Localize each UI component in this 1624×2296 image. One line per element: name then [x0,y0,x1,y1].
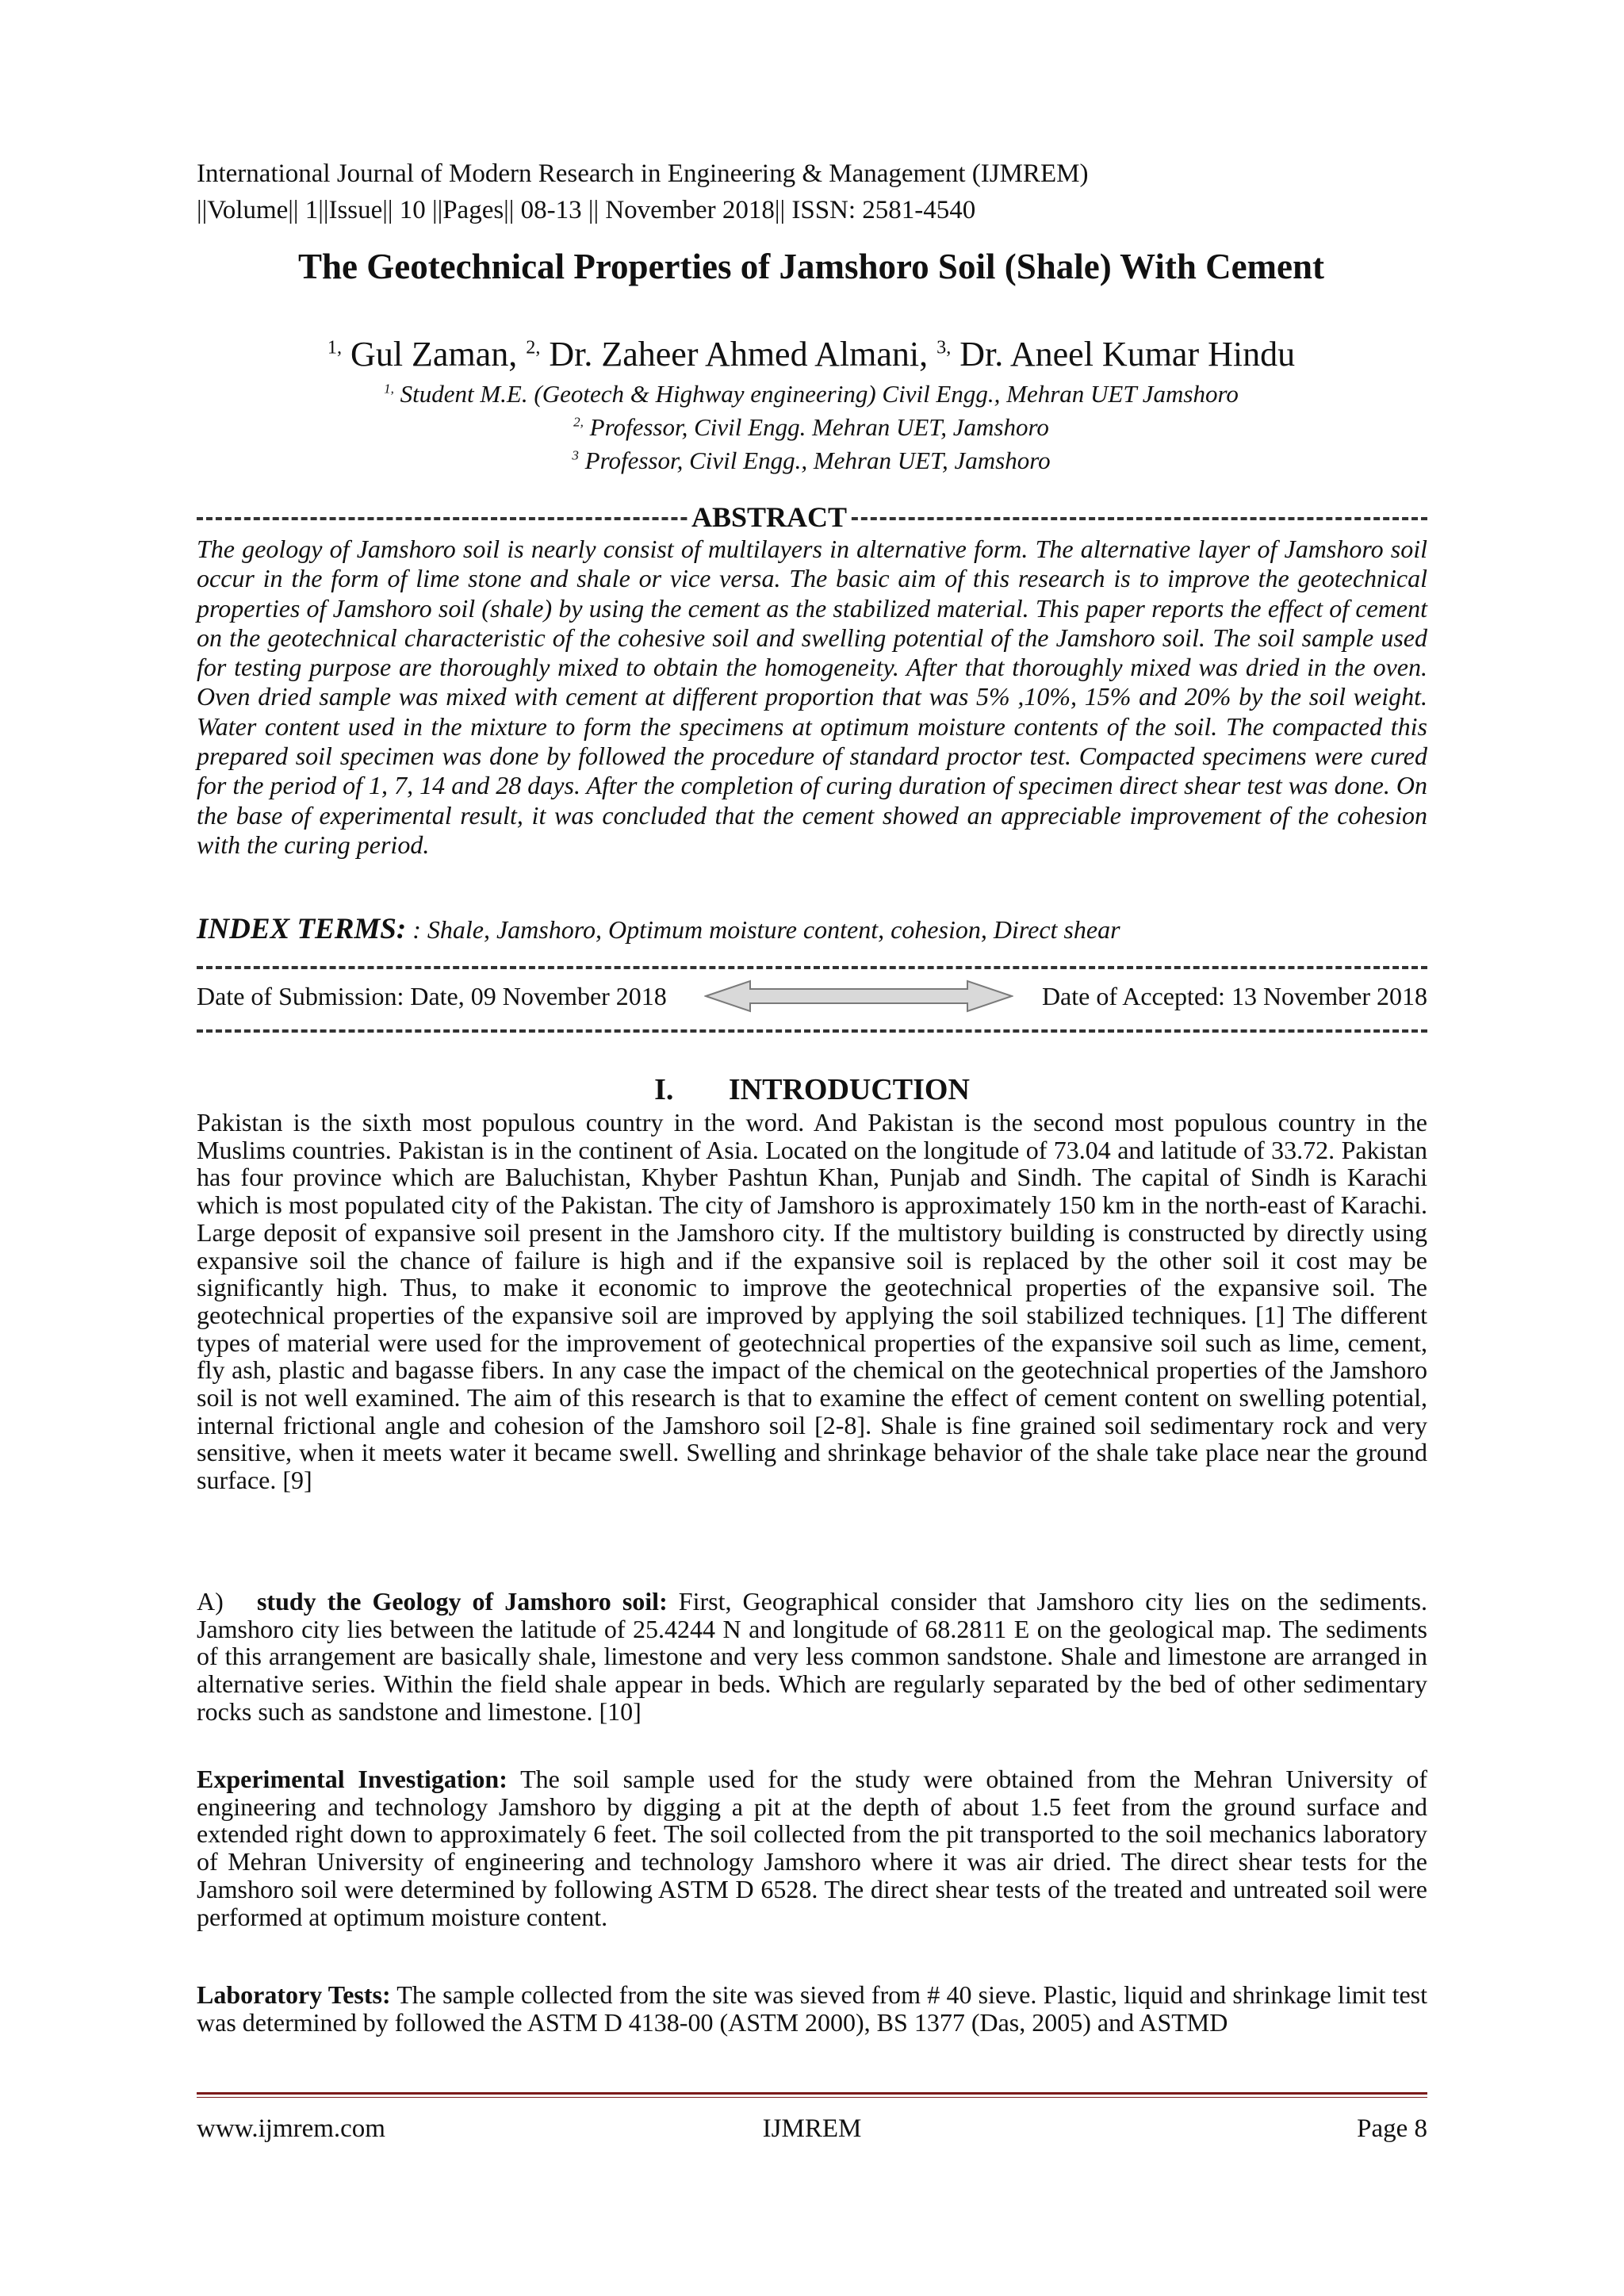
author-name: Gul Zaman, [350,335,518,374]
abstract-text: The geology of Jamshoro soil is nearly consist of multilayers in alternative form. The alternative layer of Jamshoro soil occur in the form of lime stone and shale or vice versa. The basic aim of this research is to improve the geotechnical properties of Jamshoro soil (shale) by using the cement as the stabilized material. This paper reports the effect of cement on the geotechnical characteristic of the cohesive soil and swelling potential of the Jamshoro soil. The soil sample used for testing purpose are thoroughly mixed to obtain the homogeneity. After that thoroughly mixed was dried in the oven. Oven dried sample was mixed with cement at different proportion that was 5% ,10%, 15% and 20% by the soil weight. Water content used in the mixture to form the specimens at optimum moisture contents of the soil. The compacted this prepared soil specimen was done by followed the procedure of standard proctor test. Compacted specimens were cured for the period of 1, 7, 14 and 28 days. After the completion of curing duration of specimen direct shear test was done. On the base of experimental result, it was concluded that the cement showed an appreciable improvement of the cohesion with the curing period. [197,535,1427,859]
affiliation-text: Student M.E. (Geotech & Highway engineering) Civil Engg., Mehran UET Jamshoro [400,380,1239,408]
affiliation-text: Professor, Civil Engg., Mehran UET, Jamshoro [584,447,1051,474]
paper-title: The Geotechnical Properties of Jamshoro Soil (Shale) With Cement [297,247,1325,286]
footer-page-number: Page 8 [1357,2114,1427,2143]
experimental-paragraph [197,1765,1427,1930]
page-footer [197,2113,1427,2145]
affiliation-list [197,378,1426,477]
footer-website-link[interactable]: www.ijmrem.com [197,2114,385,2143]
accepted-date: Date of Accepted: 13 November 2018 [1041,982,1427,1010]
footer-journal: IJMREM [762,2114,862,2143]
section-title: INTRODUCTION [728,1073,970,1106]
affiliation [197,411,1426,444]
abstract-label: ABSTRACT [688,500,850,535]
affiliation-mark: 2, [573,414,584,430]
geology-prefix: A) [197,1587,224,1616]
double-arrow-icon [704,979,1013,1014]
affiliation [197,444,1426,477]
index-terms-text: : Shale, Jamshoro, Optimum moisture content, cohesion, Direct shear [412,915,1120,944]
lab-paragraph [197,1981,1427,2036]
affiliation [197,378,1426,411]
dates-top-divider [197,966,1427,969]
submission-date: Date of Submission: Date, 09 November 2018 [197,982,667,1010]
author-mark: 1, [327,336,343,358]
geology-lead: study the Geology of Jamshoro soil: [256,1587,668,1616]
geology-paragraph [197,1588,1427,1726]
section-heading [197,1071,1427,1109]
affiliation-mark: 1, [384,381,394,397]
author-mark: 2, [526,336,541,358]
lab-text: The sample collected from the site was sieved from # 40 sieve. Plastic, liquid and shrinkage limit test was determined by followed the ASTM D 4138-00 (ASTM 2000), BS 1377 (Das, 2005) and ASTMD [197,1980,1428,2037]
experimental-text: The soil sample used for the study were obtained from the Mehran University of engineering and technology Jamshoro by digging a pit at the depth of about 1.5 feet from the ground surface and extended right down to approximately 6 feet. The soil collected from the pit transported to the soil mechanics laboratory of Mehran University of engineering and technology Jamshoro where it was air dried. The direct shear tests for the Jamshoro soil were determined by following ASTM D 6528. The direct shear tests of the treated and untreated soil were performed at optimum moisture content. [197,1765,1428,1931]
journal-name: International Journal of Modern Research in Engineering & Management (IJMREM) [197,159,1089,188]
index-terms [197,912,1427,947]
experimental-lead: Experimental Investigation: [197,1765,508,1793]
journal-issue-line: ||Volume|| 1||Issue|| 10 ||Pages|| 08-13 || November 2018|| ISSN: 2581-4540 [197,196,976,224]
author-name: Dr. Aneel Kumar Hindu [959,335,1296,374]
author-mark: 3, [936,336,952,358]
footer-rule [197,2092,1427,2095]
footer-rule-thin [197,2097,1427,2098]
journal-header [197,155,1465,228]
section-number: I. [654,1073,674,1106]
author-name: Dr. Zaheer Ahmed Almani, [549,335,929,374]
affiliation-mark: 3 [572,447,579,463]
author-list [197,332,1426,378]
dates-bottom-divider [197,1029,1427,1033]
intro-paragraph: Pakistan is the sixth most populous country in the word. And Pakistan is the second most populous country in the Muslims countries. Pakistan is in the continent of Asia. Located on the longitude of 73.04 and latitude of 33.72. Pakistan has four province which are Baluchistan, Khyber Pashtun Khan, Punjab and Sindh. The capital of Sindh is Karachi which is most populated city of the Pakistan. The city of Jamshoro is approximately 150 km in the north-east of Karachi. Large deposit of expansive soil present in the Jamshoro city. If the multistory building is constructed by directly using expansive soil the chance of failure is high and if the expansive soil is replaced by the other soil it cost may be significantly high. Thus, to make it economic to improve the geotechnical properties of the expansive soil. The geotechnical properties of the expansive soil are improved by applying the soil stabilized techniques. [1] The different types of material were used for the improvement of geotechnical properties of the expansive soil such as lime, cement, fly ash, plastic and bagasse fibers. In any case the impact of the chemical on the geotechnical properties of the Jamshoro soil is not well examined. The aim of this research is that to examine the effect of cement content on swelling potential, internal frictional angle and cohesion of the Jamshoro soil [2-8]. Shale is fine grained soil sedimentary rock and very sensitive, when it meets water it became swell. Swelling and shrinkage behavior of the shale take place near the ground surface. [9] [197,1108,1427,1495]
geology-text: First, Geographical consider that Jamshoro city lies on the sediments. Jamshoro city lies between the latitude of 25.4244 N and longitude of 68.2811 E on the geological map. The sediments of this arrangement are basically shale, limestone and very less common sandstone. Shale and limestone are arranged in alternative series. Within the field shale appear in beds. Which are regularly separated by the bed of other sedimentary rocks such as sandstone and limestone. [10] [197,1587,1428,1726]
index-terms-label: INDEX TERMS: [197,913,407,945]
affiliation-text: Professor, Civil Engg. Mehran UET, Jamshoro [589,413,1049,441]
lab-lead: Laboratory Tests: [197,1980,391,2009]
dates-row [197,977,1427,1015]
